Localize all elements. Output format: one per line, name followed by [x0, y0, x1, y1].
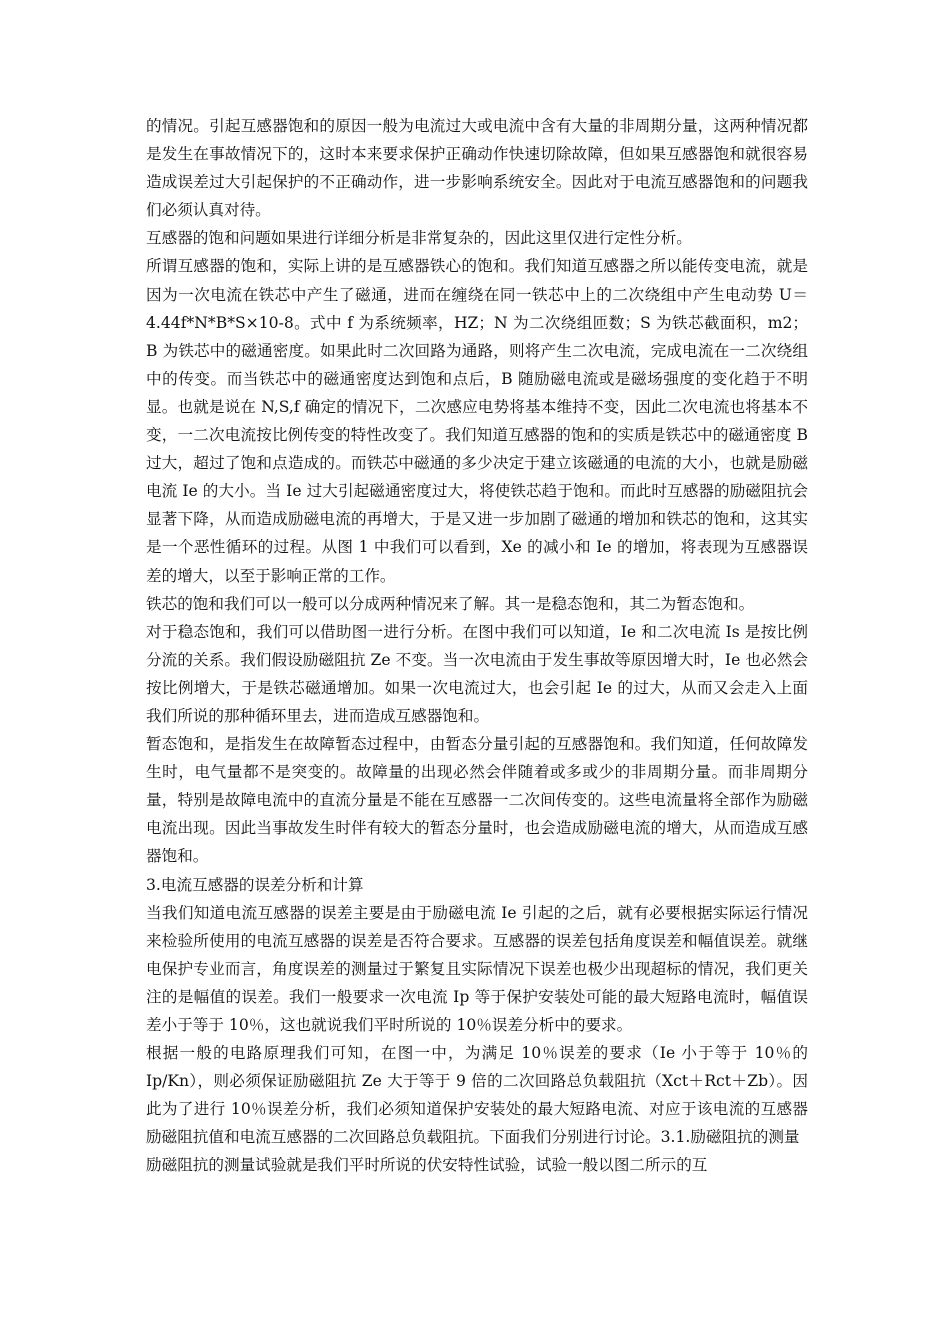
paragraph-ten-percent-analysis: 根据一般的电路原理我们可知，在图一中，为满足 10％误差的要求（Ie 小于等于 10％的 Ip/Kn），则必须保证励磁阻抗 Ze 大于等于 9 倍的二次回路总负载阻抗（Xct＋Rct＋Zb）。因此为了进行 10％误差分析，我们必须知道保护安装处的最大短路电流、对应于该电流的互感器励磁阻抗值和电流互感器的二次回路总负载阻抗。下面我们分别进行讨论。3.1.励磁阻抗的测量 [146, 1044, 808, 1147]
paragraph-error-requirements: 当我们知道电流互感器的误差主要是由于励磁电流 Ie 引起的之后，就有必要根据实际运行情况来检验所使用的电流互感器的误差是否符合要求。互感器的误差包括角度误差和幅值误差。就继电保护专业而言，角度误差的测量过于繁复且实际情况下误差也极少出现超标的情况，我们更关注的是幅值的误差。我们一般要求一次电流 Ip 等于保护安装处可能的最大短路电流时，幅值误差小于等于 10％，这也就说我们平时所说的 10％误差分析中的要求。 [146, 903, 808, 1034]
section-heading-3: 3.电流互感器的误差分析和计算 [146, 875, 364, 894]
paragraph-transient-saturation: 暂态饱和，是指发生在故障暂态过程中，由暂态分量引起的互感器饱和。我们知道，任何故障发生时，电气量都不是突变的。故障量的出现必然会伴随着或多或少的非周期分量。而非周期分量，特别是故障电流中的直流分量是不能在互感器一二次间传变的。这些电流量将全部作为励磁电流出现。因此当事故发生时伴有较大的暂态分量时，也会造成励磁电流的增大，从而造成互感器饱和。 [146, 735, 808, 866]
paragraph-steady-state-saturation: 对于稳态饱和，我们可以借助图一进行分析。在图中我们可以知道，Ie 和二次电流 Is 是按比例分流的关系。我们假设励磁阻抗 Ze 不变。当一次电流由于发生事故等原因增大时，Ie 也必然会按比例增大，于是铁芯磁通增加。如果一次电流过大，也会引起 Ie 的过大，从而又会走入上面我们所说的那种循环里去，进而造成互感器饱和。 [146, 622, 808, 725]
paragraph-saturation-types: 铁芯的饱和我们可以一般可以分成两种情况来了解。其一是稳态饱和，其二为暂态饱和。 [146, 594, 755, 613]
paragraph-core-saturation: 所谓互感器的饱和，实际上讲的是互感器铁心的饱和。我们知道互感器之所以能传变电流，就是因为一次电流在铁芯中产生了磁通，进而在缠绕在同一铁芯中上的二次绕组中产生电动势 U＝4.44f*N*B*S×10-8。式中 f 为系统频率，HZ；N 为二次绕组匝数；S 为铁芯截面积，m2；B 为铁芯中的磁通密度。如果此时二次回路为通路，则将产生二次电流，完成电流在一二次绕组中的传变。而当铁芯中的磁通密度达到饱和点后，B 随励磁电流或是磁场强度的变化趋于不明显。也就是说在 N,S,f 确定的情况下，二次感应电势将基本维持不变，因此二次电流也将基本不变，一二次电流按比例传变的特性改变了。我们知道互感器的饱和的实质是铁芯中的磁通密度 B 过大，超过了饱和点造成的。而铁芯中磁通的多少决定于建立该磁通的电流的大小，也就是励磁电流 Ie 的大小。当 Ie 过大引起磁通密度过大，将使铁芯趋于饱和。而此时互感器的励磁阻抗会显著下降，从而造成励磁电流的再增大，于是又进一步加剧了磁通的增加和铁芯的饱和，这其实是一个恶性循环的过程。从图 1 中我们可以看到，Xe 的减小和 Ie 的增加，将表现为互感器误差的增大，以至于影响正常的工作。 [146, 257, 808, 585]
paragraph-saturation-causes: 的情况。引起互感器饱和的原因一般为电流过大或电流中含有大量的非周期分量，这两种情况都是发生在事故情况下的，这时本来要求保护正确动作快速切除故障，但如果互感器饱和就很容易造成误差过大引起保护的不正确动作，进一步影响系统安全。因此对于电流互感器饱和的问题我们必须认真对待。 [146, 117, 808, 220]
paragraph-excitation-measurement: 励磁阻抗的测量试验就是我们平时所说的伏安特性试验，试验一般以图二所示的互 [146, 1156, 708, 1175]
document-body [146, 112, 808, 1180]
paragraph-qualitative-analysis: 互感器的饱和问题如果进行详细分析是非常复杂的，因此这里仅进行定性分析。 [146, 229, 692, 248]
